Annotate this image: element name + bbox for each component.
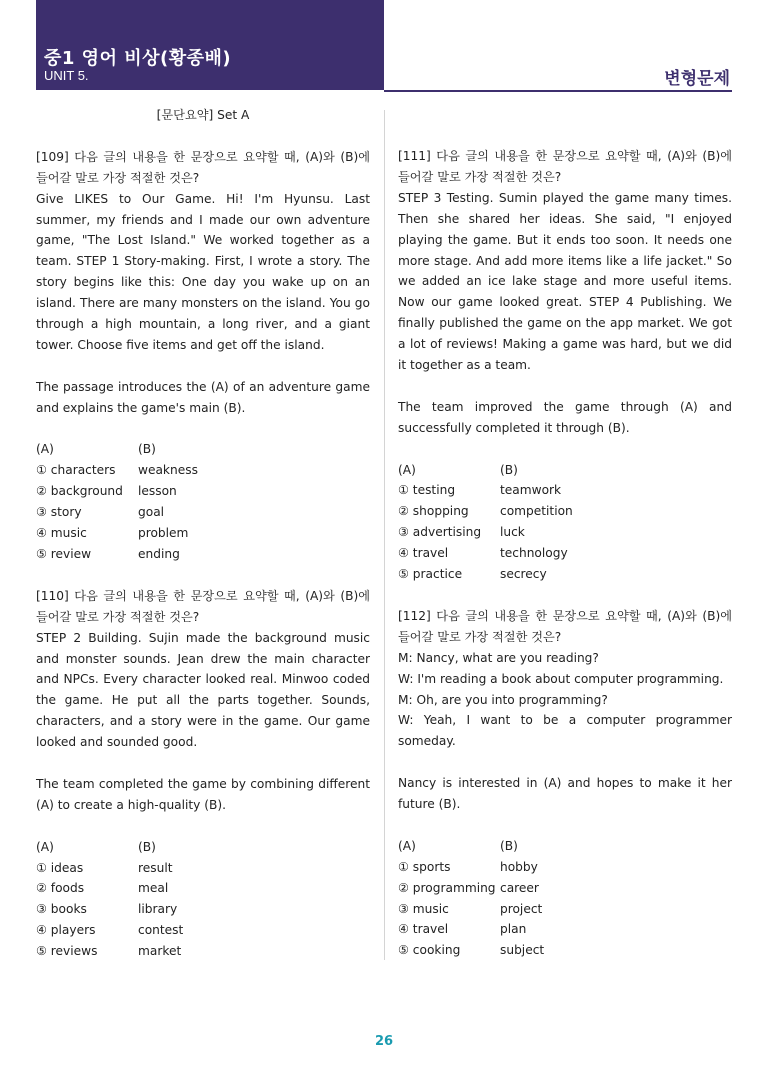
section-title: [문단요약] Set A [156, 108, 250, 122]
option-b: library [138, 902, 178, 917]
option-b: technology [500, 546, 568, 561]
option-b: luck [500, 525, 525, 540]
question-111 [398, 146, 732, 585]
question-summary: The team improved the game through (A) and successfully completed it through (B). [398, 399, 732, 435]
option-a: ⑤ practice [398, 567, 463, 582]
header-right-label: 변형문제 [664, 69, 730, 89]
option-b: result [138, 860, 173, 875]
options-header [36, 837, 370, 858]
column-a-label: (A) [398, 838, 416, 853]
option-a: ④ travel [398, 546, 449, 561]
column-a-label: (A) [36, 839, 54, 854]
option-row[interactable] [398, 543, 732, 564]
dialogue-line: M: Oh, are you into programming? [398, 692, 608, 707]
question-passage: Give LIKES to Our Game. Hi! I'm Hyunsu. Last summer, my friends and I made our own adventure game, "The Lost Island." We worked together as a team. STEP 1 Story-making. First, I wrote a story. The story begins like this: One day you wake up on an island. There are many monsters on the island. You go through a high mountain, a long river, and a giant tower. Choose five items and get off the island. [36, 191, 370, 352]
option-a: ② foods [36, 881, 85, 896]
option-row[interactable] [36, 502, 370, 523]
option-row[interactable] [398, 919, 732, 940]
option-row[interactable] [398, 899, 732, 920]
option-a: ② background [36, 484, 123, 499]
option-a: ① ideas [36, 860, 84, 875]
header-title: 중1 영어 비상(황종배) [44, 48, 232, 69]
option-row[interactable] [398, 564, 732, 585]
option-a: ③ music [398, 901, 449, 916]
option-a: ③ books [36, 902, 87, 917]
question-110 [36, 586, 370, 962]
question-112 [398, 606, 732, 961]
option-row[interactable] [36, 941, 370, 962]
option-b: subject [500, 943, 545, 958]
option-b: market [138, 944, 182, 959]
option-b: competition [500, 504, 573, 519]
question-head: [110] 다음 글의 내용을 한 문장으로 요약할 때, (A)와 (B)에 들어갈 말로 가장 적절한 것은? [36, 588, 370, 624]
option-a: ② shopping [398, 504, 469, 519]
dialogue-line: M: Nancy, what are you reading? [398, 650, 599, 665]
option-a: ④ music [36, 526, 87, 541]
option-a: ④ players [36, 923, 96, 938]
column-b-label: (B) [138, 839, 156, 854]
column-a-label: (A) [36, 442, 54, 457]
option-a: ④ travel [398, 922, 449, 937]
option-b: weakness [138, 463, 198, 478]
question-head: [109] 다음 글의 내용을 한 문장으로 요약할 때, (A)와 (B)에 들어갈 말로 가장 적절한 것은? [36, 149, 370, 185]
option-b: ending [138, 546, 180, 561]
option-a: ① testing [398, 483, 456, 498]
question-summary: The team completed the game by combining different (A) to create a high-quality (B). [36, 776, 370, 812]
option-a: ① characters [36, 463, 116, 478]
question-passage: STEP 2 Building. Sujin made the background music and monster sounds. Jean drew the main character and NPCs. Every character looked real. Minwoo coded the game. He put all the parts together. Sounds, characters, and a story were in the game. Our game looked and sounded good. [36, 630, 370, 750]
option-row[interactable] [36, 481, 370, 502]
column-b-label: (B) [138, 442, 156, 457]
option-row[interactable] [398, 480, 732, 501]
option-b: goal [138, 505, 165, 520]
column-divider [384, 110, 385, 960]
question-109 [36, 147, 370, 565]
dialogue-line: W: Yeah, I want to be a computer programmer someday. [398, 713, 732, 749]
question-head: [111] 다음 글의 내용을 한 문장으로 요약할 때, (A)와 (B)에 들어갈 말로 가장 적절한 것은? [398, 149, 732, 184]
option-row[interactable] [36, 460, 370, 481]
option-b: contest [138, 923, 184, 938]
option-row[interactable] [398, 522, 732, 543]
option-a: ③ advertising [398, 525, 482, 540]
option-a: ⑤ cooking [398, 943, 461, 958]
option-a: ① sports [398, 859, 451, 874]
options-header [398, 836, 732, 857]
option-a: ② programming [398, 880, 496, 895]
option-row[interactable] [398, 878, 732, 899]
option-row[interactable] [398, 501, 732, 522]
option-row[interactable] [36, 878, 370, 899]
option-b: plan [500, 922, 527, 937]
column-a-label: (A) [398, 462, 416, 477]
option-b: lesson [138, 484, 177, 499]
header-unit: UNIT 5. [44, 68, 89, 83]
option-b: project [500, 901, 543, 916]
option-row[interactable] [36, 899, 370, 920]
option-b: hobby [500, 859, 538, 874]
option-a: ⑤ review [36, 546, 92, 561]
question-summary: Nancy is interested in (A) and hopes to make it her future (B). [398, 776, 732, 812]
options-header [398, 460, 732, 481]
option-row[interactable] [36, 920, 370, 941]
option-b: secrecy [500, 567, 547, 582]
option-a: ⑤ reviews [36, 944, 98, 959]
option-b: career [500, 880, 539, 895]
right-column [398, 146, 732, 961]
option-row[interactable] [36, 523, 370, 544]
option-row[interactable] [398, 857, 732, 878]
option-b: teamwork [500, 483, 562, 498]
column-b-label: (B) [500, 462, 518, 477]
option-b: problem [138, 526, 189, 541]
question-passage: STEP 3 Testing. Sumin played the game many times. Then she shared her ideas. She said, "I enjoyed playing the game. But it ends too soon. It needs one more stage. And add more items like a life jacket." So we added an ice lake stage and more useful items. Now our game looked great. STEP 4 Publishing. We finally published the game on the app market. We got a lot of reviews! Making a game was hard, but we did it together as a team. [398, 190, 732, 373]
option-a: ③ story [36, 505, 82, 520]
left-column [36, 105, 370, 962]
option-row[interactable] [398, 940, 732, 961]
question-head: [112] 다음 글의 내용을 한 문장으로 요약할 때, (A)와 (B)에 들어갈 말로 가장 적절한 것은? [398, 608, 732, 644]
option-b: meal [138, 881, 169, 896]
dialogue-line: W: I'm reading a book about computer programming. [398, 671, 724, 686]
question-summary: The passage introduces the (A) of an adventure game and explains the game's main (B). [36, 379, 370, 415]
column-b-label: (B) [500, 838, 518, 853]
header-rule [384, 90, 732, 92]
option-row[interactable] [36, 544, 370, 565]
page-number: 26 [374, 1034, 394, 1049]
options-header [36, 439, 370, 460]
option-row[interactable] [36, 858, 370, 879]
